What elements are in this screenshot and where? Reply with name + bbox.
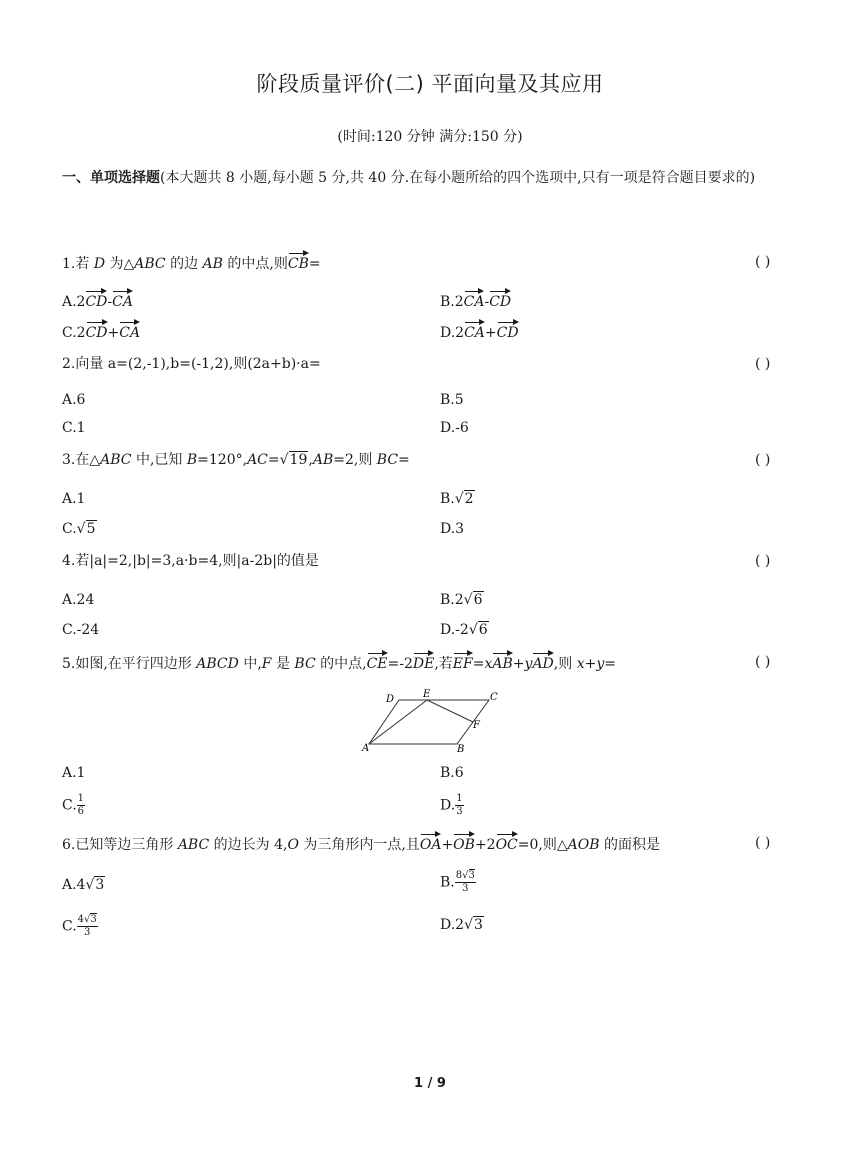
option-2b: B.5 xyxy=(440,392,464,408)
option-5d: D. $\frac{1}{3}$ xyxy=(440,793,463,817)
label-d: D xyxy=(386,694,395,705)
answer-blank-3: ( ) xyxy=(755,452,771,468)
option-2a: A.6 xyxy=(62,392,86,408)
option-6d: D.2√3 xyxy=(440,917,483,933)
option-1a: A.2CD-CA xyxy=(62,289,133,313)
option-1c: C.2CD+CA xyxy=(62,320,140,344)
option-5b: B.6 xyxy=(440,765,464,781)
option-2c: C.1 xyxy=(62,420,86,436)
option-4d: D.-2√6 xyxy=(440,622,488,638)
option-4a: A.24 xyxy=(62,592,95,608)
segment-ae xyxy=(369,700,427,744)
page-title: 阶段质量评价(二) 平面向量及其应用 xyxy=(256,72,604,96)
label-b: B xyxy=(457,744,465,755)
answer-blank-6: ( ) xyxy=(755,835,771,851)
question-6: 6.已知等边三角形 ABC 的边长为 4,O 为三角形内一点,且OA+OB+2OC=0,则△AOB 的面积是 xyxy=(62,832,660,856)
option-1d: D.2CA+CD xyxy=(440,320,519,344)
option-1b: B.2CA-CD xyxy=(440,289,511,313)
question-5: 5.如图,在平行四边形 ABCD 中,F 是 BC 的中点,CE=-2DE,若EF=xAB+yAD,则 x+y= xyxy=(62,651,616,675)
label-c: C xyxy=(490,692,498,703)
option-5c: C. $\frac{1}{6}$ xyxy=(62,793,85,817)
option-6a: A.4√3 xyxy=(62,877,105,893)
option-2d: D.-6 xyxy=(440,420,469,436)
page-number: 1 / 9 xyxy=(414,1076,446,1091)
question-4: 4.若|a|=2,|b|=3,a·b=4,则|a-2b|的值是 xyxy=(62,553,319,569)
option-5a: A.1 xyxy=(62,765,86,781)
option-4c: C.-24 xyxy=(62,622,100,638)
option-3b: B.√2 xyxy=(440,491,474,507)
answer-blank-2: ( ) xyxy=(755,356,771,372)
parallelogram-abcd xyxy=(369,700,489,744)
label-e: E xyxy=(423,689,431,700)
question-2: 2.向量 a=(2,-1),b=(-1,2),则(2a+b)·a= xyxy=(62,356,321,372)
option-3c: C.√5 xyxy=(62,521,96,537)
option-3d: D.3 xyxy=(440,521,465,537)
option-6b: B. $\frac{8√3}{3}$ xyxy=(440,870,475,894)
answer-blank-4: ( ) xyxy=(755,553,771,569)
exam-info: (时间:120 分钟 满分:150 分) xyxy=(337,129,523,145)
label-a: A xyxy=(362,743,370,754)
section-title: 一、单项选择题 xyxy=(62,170,160,186)
question-3: 3.在△ABC 中,已知 B=120°,AC=√19,AB=2,则 BC= xyxy=(62,452,410,468)
section-desc: (本大题共 8 小题,每小题 5 分,共 40 分.在每小题所给的四个选项中,只有一项是符合题目要求的) xyxy=(160,170,756,186)
question-1: 1.若 D 为△ABC 的边 AB 的中点,则CB= xyxy=(62,251,321,275)
option-4b: B.2√6 xyxy=(440,592,483,608)
segment-ef xyxy=(427,700,473,722)
option-3a: A.1 xyxy=(62,491,86,507)
answer-blank-1: ( ) xyxy=(755,254,771,270)
option-6c: C. $\frac{4√3}{3}$ xyxy=(62,914,97,938)
answer-blank-5: ( ) xyxy=(755,654,771,670)
label-f: F xyxy=(473,720,480,731)
vector-cb: CB xyxy=(288,251,309,275)
parallelogram-figure xyxy=(355,684,515,756)
section-heading xyxy=(62,167,807,189)
